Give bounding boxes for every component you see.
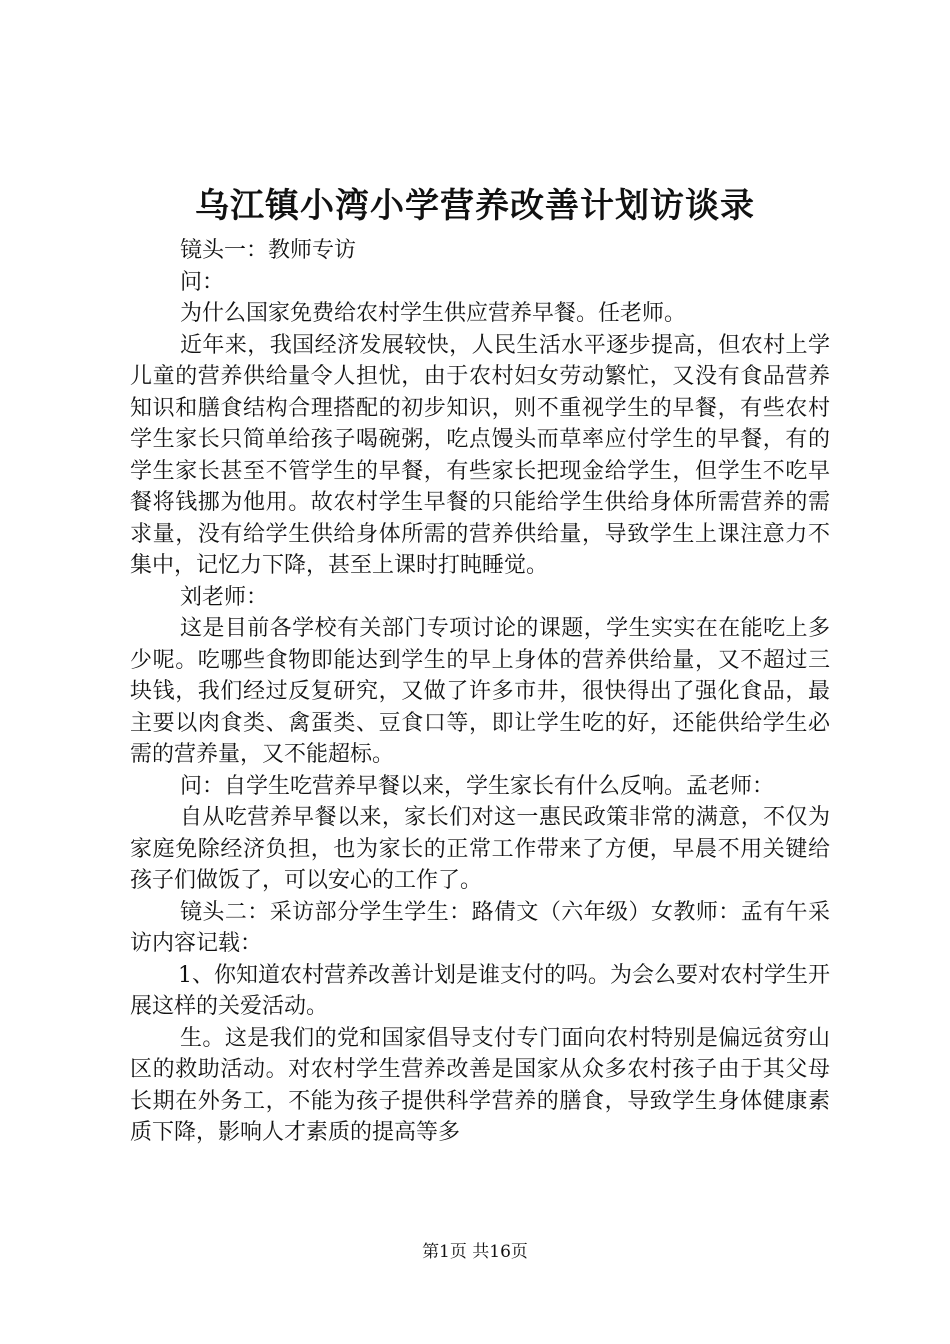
- paragraph-answer-meng: 自从吃营养早餐以来，家长们对这一惠民政策非常的满意，不仅为家庭免除经济负担，也为家长的正常工作带来了方便，早晨不用关键给孩子们做饭了，可以安心的工作了。: [130, 805, 830, 893]
- paragraph-speaker-liu: 刘老师：: [180, 584, 269, 610]
- paragraph-question-label: 问：: [180, 269, 225, 295]
- page-footer: 第1页 共16页: [422, 1242, 528, 1262]
- paragraph-answer-ren: 近年来，我国经济发展较快，人民生活水平逐步提高，但农村上学儿童的营养供给量令人担忧，由于农村妇女劳动繁忙，又没有食品营养知识和膳食结构合理搭配的初步知识，则不重视学生的早餐，有些农村学生家长只简单给孩子喝碗粥，吃点馒头而草率应付学生的早餐，有的学生家长甚至不管学生的早餐，有些家长把现金给学生，但学生不吃早餐将钱挪为他用。故农村学生早餐的只能给学生供给身体所需营养的需求量，没有给学生供给身体所需的营养供给量，导致学生上课注意力不集中，记忆力下降，甚至上课时打盹睡觉。: [130, 332, 830, 578]
- paragraph-question-parents: 问：自学生吃营养早餐以来，学生家长有什么反响。孟老师：: [180, 773, 775, 799]
- paragraph-student-answer: 生。这是我们的党和国家倡导支付专门面向农村特别是偏远贫穷山区的救助活动。对农村学生营养改善是国家从众多农村孩子由于其父母长期在外务工，不能为孩子提供科学营养的膳食，导致学生身体健康素质下降，影响人才素质的提高等多: [130, 1025, 830, 1145]
- paragraph-shot-one-heading: 镜头一：教师专访: [180, 238, 357, 263]
- document-title: 乌江镇小湾小学营养改善计划访谈录: [195, 186, 755, 226]
- paragraph-question-one: 1、你知道农村营养改善计划是谁支付的吗。为会么要对农村学生开展这样的关爱活动。: [130, 962, 830, 1019]
- paragraph-question-why: 为什么国家免费给农村学生供应营养早餐。任老师。: [180, 301, 687, 326]
- paragraph-answer-liu: 这是目前各学校有关部门专项讨论的课题，学生实实在在能吃上多少呢。吃哪些食物即能达到学生的早上身体的营养供给量，又不超过三块钱，我们经过反复研究，又做了许多市井，很快得出了强化食品，最主要以肉食类、禽蛋类、豆食口等，即让学生吃的好，还能供给学生必需的营养量，又不能超标。: [130, 616, 830, 767]
- document-body: [130, 235, 830, 1149]
- paragraph-shot-two-heading: 镜头二：采访部分学生学生：路倩文（六年级）女教师：孟有午采访内容记载：: [130, 899, 830, 956]
